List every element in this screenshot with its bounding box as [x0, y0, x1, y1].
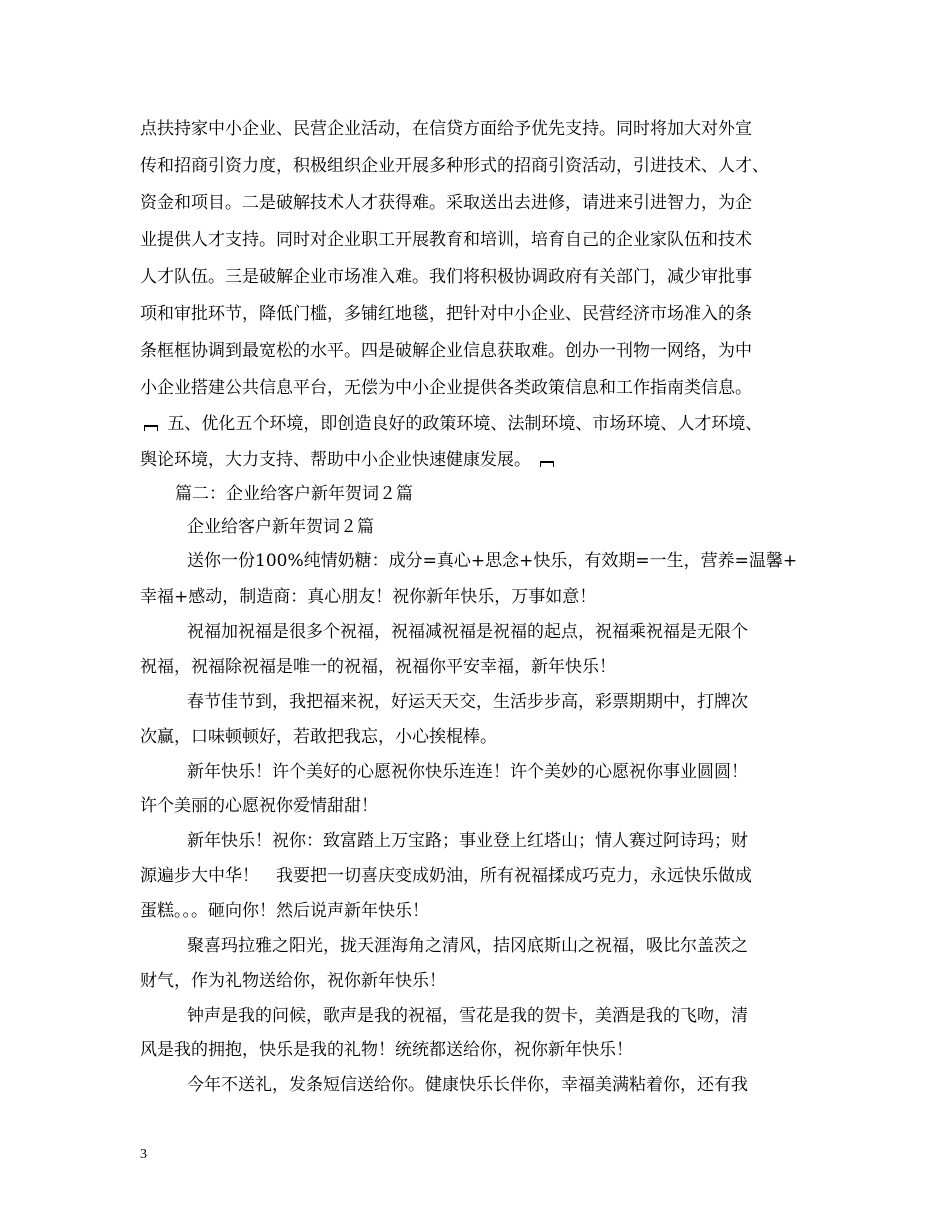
text-line: 新年快乐！祝你：致富踏上万宝路；事业登上红塔山；情人赛过阿诗玛；财	[187, 831, 748, 851]
text-line: 财气，作为礼物送给你，祝你新年快乐！	[140, 971, 446, 991]
text-line: 蛋糕。。。砸向你！然后说声新年快乐！	[140, 901, 429, 921]
text-line: 幸福+感动，制造商：真心朋友！祝你新年快乐，万事如意！	[140, 587, 597, 607]
text-line: 次赢，口味顿顿好，若敢把我忘，小心挨棍棒。	[140, 727, 497, 747]
document-title: 企业给客户新年贺词２篇	[187, 517, 374, 537]
paragraph-mark-icon	[144, 425, 158, 431]
text-line: 祝福加祝福是很多个祝福，祝福减祝福是祝福的起点，祝福乘祝福是无限个	[187, 622, 748, 642]
text-line: 项和审批环节，降低门槛，多铺红地毯，把针对中小企业、民营经济市场准入的条	[140, 304, 752, 324]
paragraph-mark-icon	[540, 461, 554, 467]
text-line: 钟声是我的问候，歌声是我的祝福，雪花是我的贺卡，美酒是我的飞吻，清	[187, 1006, 748, 1026]
text-line: 祝福，祝福除祝福是唯一的祝福，祝福你平安幸福，新年快乐！	[140, 657, 616, 677]
text-line: 今年不送礼，发条短信送给你。健康快乐长伴你，幸福美满粘着你，还有我	[187, 1075, 748, 1095]
text-line: 业提供人才支持。同时对企业职工开展教育和培训，培育自己的企业家队伍和技术	[140, 230, 752, 250]
text-line: 许个美丽的心愿祝你爱情甜甜！	[140, 796, 378, 816]
text-line: 资金和项目。二是破解技术人才获得难。采取送出去进修，请进来引进智力，为企	[140, 193, 752, 213]
text-line: 条框框协调到最宽松的水平。四是破解企业信息获取难。创办一刊物一网络，为中	[140, 341, 752, 361]
text-line: 风是我的拥抱，快乐是我的礼物！统统都送给你，祝你新年快乐！	[140, 1040, 633, 1060]
text-line-content: 五、优化五个环境，即创造良好的政策环境、法制环境、市场环境、人才环境、	[167, 414, 763, 434]
section-heading: 篇二：企业给客户新年贺词２篇	[175, 484, 413, 504]
text-line	[140, 450, 558, 470]
text-line: 聚喜玛拉雅之阳光，拢天涯海角之清风，拮冈底斯山之祝福，吸比尔盖茨之	[187, 936, 748, 956]
text-line	[140, 414, 762, 434]
page-number: 3	[140, 1147, 147, 1162]
text-line: 春节佳节到，我把福来祝，好运天天交，生活步步高，彩票期期中，打牌次	[187, 692, 748, 712]
text-line: 点扶持家中小企业、民营企业活动，在信贷方面给予优先支持。同时将加大对外宣	[140, 119, 752, 139]
text-line: 新年快乐！许个美好的心愿祝你快乐连连！许个美妙的心愿祝你事业圆圆！	[187, 762, 748, 782]
text-line: 传和招商引资力度，积极组织企业开展多种形式的招商引资活动，引进技术、人才、	[140, 156, 769, 176]
text-line-content: 舆论环境，大力支持、帮助中小企业快速健康发展。	[140, 450, 531, 470]
text-line: 人才队伍。三是破解企业市场准入难。我们将积极协调政府有关部门，减少审批事	[140, 267, 752, 287]
text-line: 送你一份100%纯情奶糖：成分=真心+思念+快乐，有效期=一生，营养=温馨+	[187, 551, 798, 571]
text-line: 小企业搭建公共信息平台，无偿为中小企业提供各类政策信息和工作指南类信息。	[140, 378, 752, 398]
text-line: 源遍步大中华！ 我要把一切喜庆变成奶油，所有祝福揉成巧克力，永远快乐做成	[140, 866, 752, 886]
